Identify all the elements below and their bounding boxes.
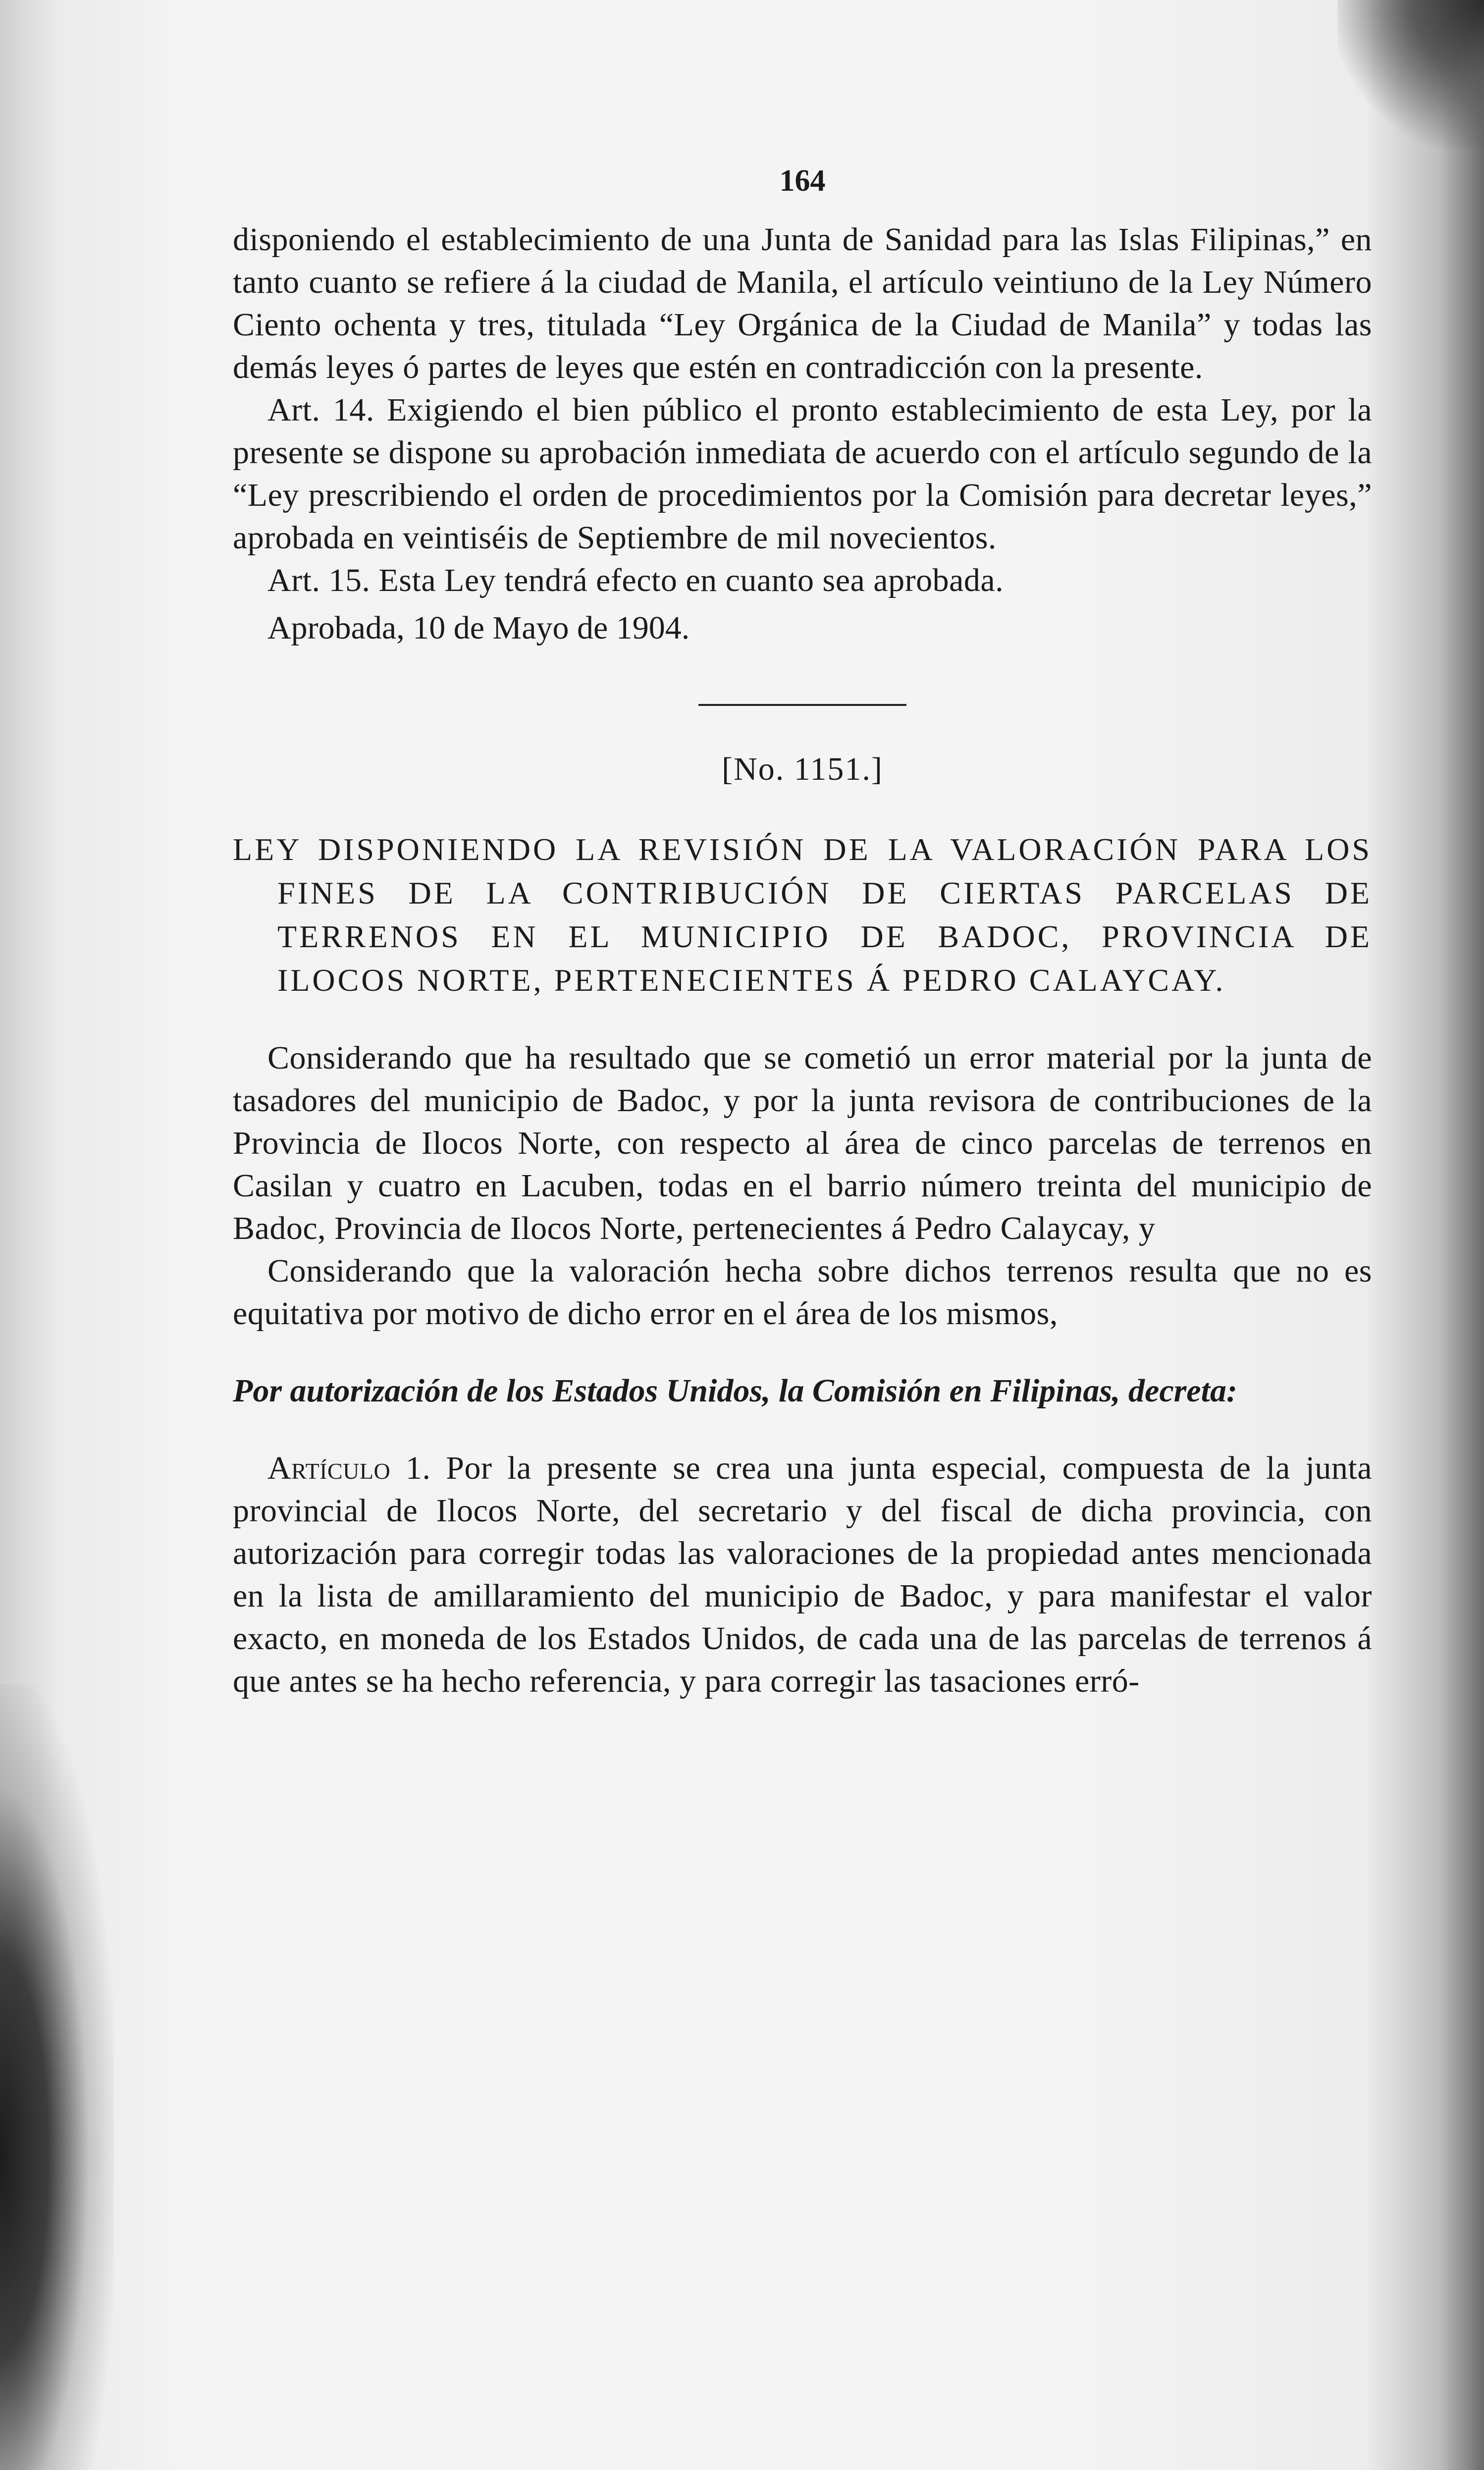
page-number: 164 xyxy=(779,164,826,198)
article-1-text: Por la presente se crea una junta especial, compuesta de la junta provincial de Ilocos Norte, del secretario y del fiscal de dicha provincia, con autorización para corregir todas las valoraciones de la propiedad antes mencionada en la lista de amillaramiento del municipio de Badoc, y para manifestar el valor exacto, en moneda de los Estados Unidos, de cada una de las parcelas de terrenos á que antes se ha hecho referencia, y para corregir las tasaciones erró- xyxy=(233,1450,1373,1699)
consideration-paragraph: Considerando que la valoración hecha sobre dichos terrenos resulta que no es equitativa por motivo de dicho error en el área de los mismos, xyxy=(233,1253,1372,1332)
act-title: LEY DISPONIENDO LA REVISIÓN DE LA VALORACIÓN PARA LOS FINES DE LA CONTRIBUCIÓN DE CIERTAS PARCELAS DE TERRENOS EN EL MUNICIPIO DE BADOC, PROVINCIA DE ILOCOS NORTE, PERTENECIENTES Á PEDRO CALAYCAY. xyxy=(233,832,1372,998)
decree-line: Por autorización de los Estados Unidos, la Comisión en Filipinas, decreta: xyxy=(233,1373,1237,1409)
page-content xyxy=(233,163,1372,1703)
article-1-label: Artículo 1. xyxy=(267,1450,431,1486)
paragraph-article-15: Art. 15. Esta Ley tendrá efecto en cuanto sea aprobada. xyxy=(267,562,1004,598)
approval-date: Aprobada, 10 de Mayo de 1904. xyxy=(267,610,690,646)
article-1-paragraph xyxy=(233,1447,1372,1703)
page-corner-shadow xyxy=(1337,0,1484,149)
section-divider xyxy=(698,704,906,706)
page-edge-shadow xyxy=(0,1684,114,2470)
paragraph-article-14: Art. 14. Exigiendo el bien público el pronto establecimiento de esta Ley, por la presente se dispone su aprobación inmediata de acuerdo con el artículo segundo de la “Ley prescribiendo el orden de procedimientos por la Comisión para decretar leyes,” aprobada en veintiséis de Septiembre de mil novecientos. xyxy=(233,392,1372,556)
act-number: [No. 1151.] xyxy=(722,751,883,787)
consideration-paragraph: Considerando que ha resultado que se cometió un error material por la junta de tasadores del municipio de Badoc, y por la junta revisora de contribuciones de la Provincia de Ilocos Norte, con respecto al área de cinco parcelas de terrenos en Casilan y cuatro en Lacuben, todas en el barrio número treinta del municipio de Badoc, Provincia de Ilocos Norte, pertenecientes á Pedro Calaycay, y xyxy=(233,1040,1372,1246)
paragraph-continuation: disponiendo el establecimiento de una Junta de Sanidad para las Islas Filipinas,” en tanto cuanto se refiere á la ciudad de Manila, el artículo veintiuno de la Ley Número Ciento ochenta y tres, titulada “Ley Orgánica de la Ciudad de Manila” y todas las demás leyes ó partes de leyes que estén en contradicción con la presente. xyxy=(233,221,1372,385)
